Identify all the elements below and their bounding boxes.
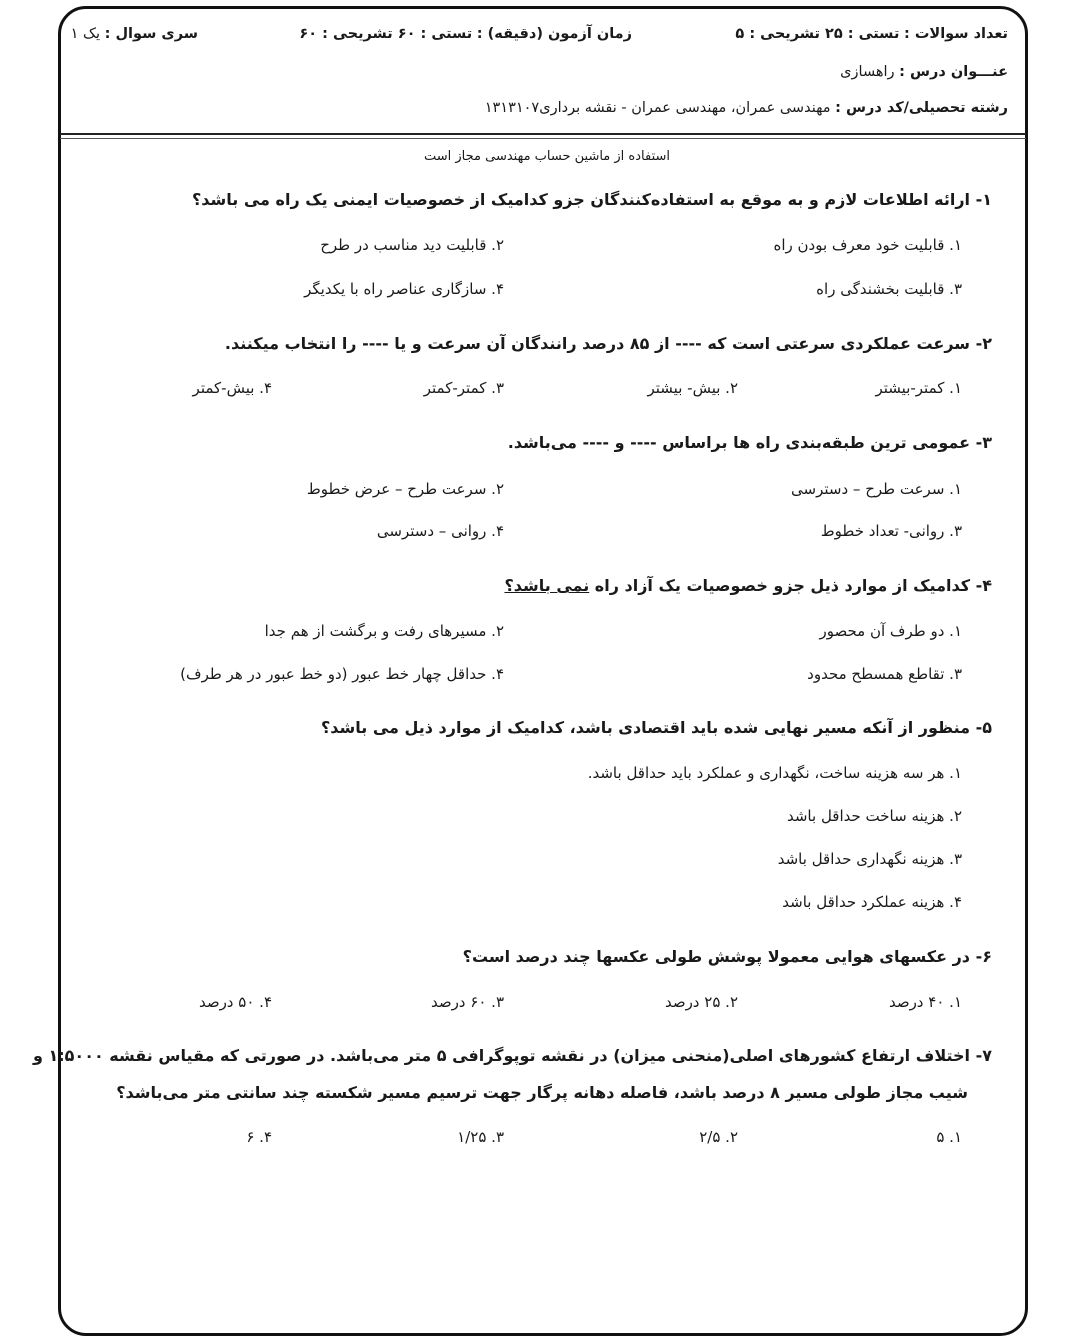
question-5-option-1: ۱. هر سه هزینه ساخت، نگهداری و عملکرد باید حداقل باشد. <box>587 764 962 782</box>
field-label: رشته تحصیلی/کد درس : <box>835 100 1008 116</box>
field-value: مهندسی عمران، مهندسی عمران - نقشه برداری۱۳۱۳۱۰۷ <box>484 100 831 116</box>
field-of-study <box>485 100 1008 116</box>
question-5-option-4: ۴. هزینه عملکرد حداقل باشد <box>782 893 962 911</box>
question-series <box>71 26 198 42</box>
question-6-option-2: ۲. ۲۵ درصد <box>664 993 738 1011</box>
question-3-option-2: ۲. سرعت طرح – عرض خطوط <box>306 480 504 498</box>
question-2-option-4: ۴. بیش-کمتر <box>192 379 272 397</box>
question-1-text: ۱- ارائه اطلاعات لازم و به موقع به استفاده‌کنندگان جزو کدامیک از خصوصیات ایمنی یک راه می باشد؟ <box>192 190 992 209</box>
series-value: یک ۱ <box>70 26 101 42</box>
header-divider <box>60 133 1026 135</box>
question-count-label: تعداد سوالات : <box>904 26 1008 42</box>
calculator-note: استفاده از ماشین حساب مهندسی مجاز است <box>423 149 670 164</box>
question-3-text: ۳- عمومی ترین طبقه‌بندی راه ها براساس ---- و ---- می‌باشد. <box>507 433 992 452</box>
question-3-option-3: ۳. روانی- تعداد خطوط <box>820 522 962 540</box>
question-2-text: ۲- سرعت عملکردی سرعتی است که ---- از ۸۵ درصد رانندگان آن سرعت و یا ---- را انتخاب میکنند. <box>224 334 992 353</box>
question-2-option-2: ۲. بیش- بیشتر <box>647 379 738 397</box>
course-title-label: عنـــوان درس : <box>899 64 1008 80</box>
question-count <box>735 26 1008 42</box>
question-1-option-2: ۲. قابلیت دید مناسب در طرح <box>320 236 504 254</box>
duration-label: زمان آزمون (دقیقه) : <box>476 26 632 42</box>
question-7-option-3: ۳. ۱/۲۵ <box>457 1128 504 1146</box>
question-6-option-3: ۳. ۶۰ درصد <box>430 993 504 1011</box>
question-5-text: ۵- منظور از آنکه مسیر نهایی شده باید اقتصادی باشد، کدامیک از موارد ذیل می باشد؟ <box>320 718 992 737</box>
question-7-text-line-2: شیب مجاز طولی مسیر ۸ درصد باشد، فاصله دهانه پرگار جهت ترسیم مسیر شکسته چند سانتی متر می‌باشد؟ <box>116 1083 968 1102</box>
exam-duration <box>299 26 632 42</box>
header-divider-thin <box>60 138 1026 139</box>
question-2-option-3: ۳. کمتر-کمتر <box>423 379 504 397</box>
question-3-option-1: ۱. سرعت طرح – دسترسی <box>791 480 962 498</box>
question-7-text-line-1: ۷- اختلاف ارتفاع کشورهای اصلی(منحنی میزان) در نقشه توپوگرافی ۵ متر می‌باشد. در صورتی که مقیاس نقشه ۱:۵۰۰۰ و <box>32 1046 992 1065</box>
question-2-option-1: ۱. کمتر-بیشتر <box>875 379 962 397</box>
question-5-option-2: ۲. هزینه ساخت حداقل باشد <box>786 807 962 825</box>
question-1-option-1: ۱. قابلیت خود معرف بودن راه <box>773 236 962 254</box>
question-6-option-1: ۱. ۴۰ درصد <box>888 993 962 1011</box>
question-7-option-2: ۲. ۲/۵ <box>699 1128 738 1146</box>
series-label: سری سوال : <box>104 26 198 42</box>
question-1-option-4: ۴. سازگاری عناصر راه با یکدیگر <box>304 280 504 298</box>
course-title <box>840 64 1008 80</box>
duration-value: تستی : ۶۰ تشریحی : ۶۰ <box>299 26 473 42</box>
question-4-option-2: ۲. مسیرهای رفت و برگشت از هم جدا <box>264 622 504 640</box>
question-count-value: تستی : ۲۵ تشریحی : ۵ <box>735 26 900 42</box>
question-7-option-1: ۱. ۵ <box>936 1128 962 1146</box>
question-1-option-3: ۳. قابلیت بخشندگی راه <box>816 280 962 298</box>
question-4-text <box>504 576 992 595</box>
question-6-text: ۶- در عکسهای هوایی معمولا پوشش طولی عکسها چند درصد است؟ <box>462 947 992 966</box>
question-3-option-4: ۴. روانی – دسترسی <box>376 522 504 540</box>
question-4-text-underlined: نمی باشد؟ <box>504 576 590 595</box>
question-4-text-main: ۴- کدامیک از موارد ذیل جزو خصوصیات یک آزاد راه <box>589 576 992 595</box>
question-4-option-1: ۱. دو طرف آن محصور <box>819 622 962 640</box>
course-title-value: راهسازی <box>840 64 895 80</box>
question-4-option-4: ۴. حداقل چهار خط عبور (دو خط عبور در هر طرف) <box>180 665 504 683</box>
question-7-option-4: ۴. ۶ <box>246 1128 272 1146</box>
question-4-option-3: ۳. تقاطع همسطح محدود <box>807 665 962 683</box>
question-5-option-3: ۳. هزینه نگهداری حداقل باشد <box>777 850 962 868</box>
question-6-option-4: ۴. ۵۰ درصد <box>198 993 272 1011</box>
